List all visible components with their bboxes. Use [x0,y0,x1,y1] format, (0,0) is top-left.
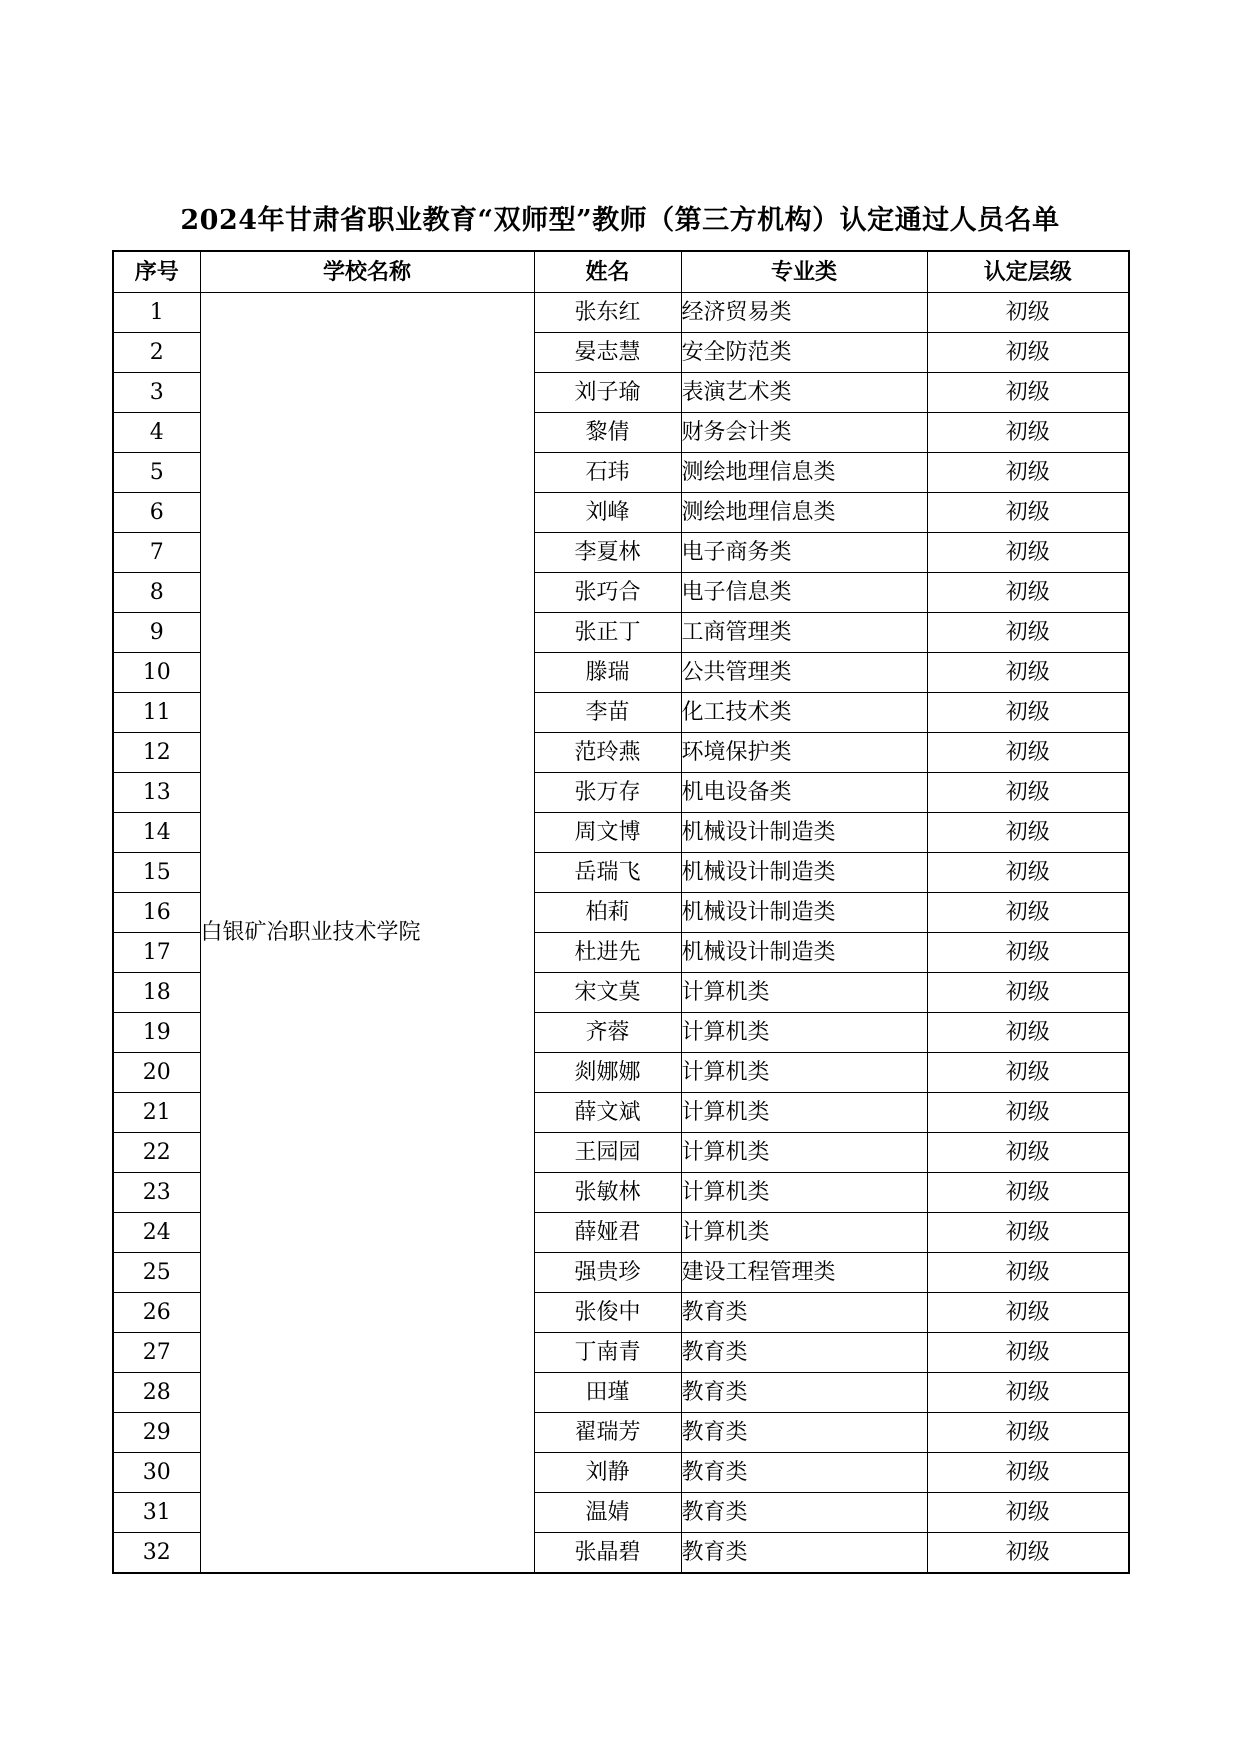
cell-name: 田瑾 [534,1373,681,1413]
cell-level: 初级 [927,613,1129,653]
header-major: 专业类 [681,251,927,293]
cell-level: 初级 [927,1533,1129,1574]
header-no: 序号 [113,251,200,293]
cell-no: 12 [113,733,200,773]
cell-no: 27 [113,1333,200,1373]
cell-no: 28 [113,1373,200,1413]
cell-major: 机械设计制造类 [681,853,927,893]
cell-name: 李苗 [534,693,681,733]
cell-no: 11 [113,693,200,733]
cell-name: 强贵珍 [534,1253,681,1293]
cell-major: 测绘地理信息类 [681,453,927,493]
cell-no: 22 [113,1133,200,1173]
page-title: 2024年甘肃省职业教育“双师型”教师（第三方机构）认定通过人员名单 [180,205,1060,236]
roster-table [112,250,1130,1574]
cell-no: 21 [113,1093,200,1133]
cell-level: 初级 [927,733,1129,773]
cell-no: 14 [113,813,200,853]
cell-major: 测绘地理信息类 [681,493,927,533]
cell-level: 初级 [927,1173,1129,1213]
cell-major: 环境保护类 [681,733,927,773]
cell-name: 宋文莫 [534,973,681,1013]
cell-major: 计算机类 [681,1093,927,1133]
cell-level: 初级 [927,973,1129,1013]
cell-level: 初级 [927,1133,1129,1173]
table-body [113,293,1129,1574]
cell-major: 机械设计制造类 [681,813,927,853]
cell-no: 26 [113,1293,200,1333]
cell-no: 29 [113,1413,200,1453]
cell-no: 3 [113,373,200,413]
table-row [113,293,1129,333]
cell-level: 初级 [927,1213,1129,1253]
cell-level: 初级 [927,1453,1129,1493]
cell-major: 机电设备类 [681,773,927,813]
cell-no: 18 [113,973,200,1013]
cell-level: 初级 [927,373,1129,413]
cell-level: 初级 [927,773,1129,813]
header-level: 认定层级 [927,251,1129,293]
cell-no: 23 [113,1173,200,1213]
cell-level: 初级 [927,1013,1129,1053]
cell-no: 24 [113,1213,200,1253]
cell-name: 晏志慧 [534,333,681,373]
cell-major: 计算机类 [681,1133,927,1173]
cell-no: 6 [113,493,200,533]
cell-name: 黎倩 [534,413,681,453]
cell-no: 5 [113,453,200,493]
cell-major: 安全防范类 [681,333,927,373]
cell-level: 初级 [927,333,1129,373]
cell-major: 计算机类 [681,973,927,1013]
cell-name: 齐蓉 [534,1013,681,1053]
cell-major: 机械设计制造类 [681,933,927,973]
cell-name: 张万存 [534,773,681,813]
header-school: 学校名称 [200,251,534,293]
cell-name: 周文博 [534,813,681,853]
cell-major: 教育类 [681,1413,927,1453]
cell-no: 17 [113,933,200,973]
cell-name: 刘峰 [534,493,681,533]
cell-name: 柏莉 [534,893,681,933]
cell-level: 初级 [927,493,1129,533]
cell-name: 丁南青 [534,1333,681,1373]
cell-major: 教育类 [681,1373,927,1413]
cell-name: 温婧 [534,1493,681,1533]
cell-level: 初级 [927,893,1129,933]
cell-name: 刘子瑜 [534,373,681,413]
cell-name: 杜进先 [534,933,681,973]
cell-level: 初级 [927,1333,1129,1373]
cell-no: 32 [113,1533,200,1574]
cell-no: 1 [113,293,200,333]
table-header-row [113,251,1129,293]
cell-level: 初级 [927,813,1129,853]
cell-name: 李夏林 [534,533,681,573]
cell-name: 翟瑞芳 [534,1413,681,1453]
cell-level: 初级 [927,1053,1129,1093]
cell-name: 滕瑞 [534,653,681,693]
cell-name: 王园园 [534,1133,681,1173]
cell-name: 石玮 [534,453,681,493]
cell-major: 财务会计类 [681,413,927,453]
cell-level: 初级 [927,1493,1129,1533]
cell-major: 化工技术类 [681,693,927,733]
cell-school: 白银矿冶职业技术学院 [200,293,534,1574]
cell-level: 初级 [927,933,1129,973]
cell-level: 初级 [927,853,1129,893]
cell-major: 计算机类 [681,1013,927,1053]
cell-major: 教育类 [681,1453,927,1493]
cell-no: 7 [113,533,200,573]
header-name: 姓名 [534,251,681,293]
cell-major: 电子信息类 [681,573,927,613]
cell-name: 薛娅君 [534,1213,681,1253]
cell-name: 范玲燕 [534,733,681,773]
cell-major: 教育类 [681,1493,927,1533]
cell-name: 张晶碧 [534,1533,681,1574]
cell-name: 刘静 [534,1453,681,1493]
cell-level: 初级 [927,693,1129,733]
cell-no: 8 [113,573,200,613]
cell-no: 20 [113,1053,200,1093]
cell-no: 10 [113,653,200,693]
cell-major: 教育类 [681,1293,927,1333]
cell-no: 25 [113,1253,200,1293]
cell-major: 教育类 [681,1333,927,1373]
cell-name: 岳瑞飞 [534,853,681,893]
cell-level: 初级 [927,1253,1129,1293]
cell-name: 张敏林 [534,1173,681,1213]
cell-level: 初级 [927,533,1129,573]
cell-no: 13 [113,773,200,813]
cell-major: 计算机类 [681,1213,927,1253]
cell-major: 经济贸易类 [681,293,927,333]
cell-major: 计算机类 [681,1173,927,1213]
cell-major: 表演艺术类 [681,373,927,413]
cell-major: 教育类 [681,1533,927,1574]
cell-major: 工商管理类 [681,613,927,653]
cell-no: 16 [113,893,200,933]
cell-name: 张俊中 [534,1293,681,1333]
cell-major: 公共管理类 [681,653,927,693]
cell-level: 初级 [927,453,1129,493]
cell-major: 机械设计制造类 [681,893,927,933]
cell-no: 9 [113,613,200,653]
cell-name: 张东红 [534,293,681,333]
cell-level: 初级 [927,413,1129,453]
cell-name: 张巧合 [534,573,681,613]
cell-major: 电子商务类 [681,533,927,573]
cell-no: 4 [113,413,200,453]
cell-no: 31 [113,1493,200,1533]
cell-no: 19 [113,1013,200,1053]
cell-level: 初级 [927,1413,1129,1453]
cell-no: 15 [113,853,200,893]
cell-no: 2 [113,333,200,373]
cell-level: 初级 [927,293,1129,333]
cell-name: 张正丁 [534,613,681,653]
cell-name: 剡娜娜 [534,1053,681,1093]
cell-level: 初级 [927,573,1129,613]
cell-level: 初级 [927,653,1129,693]
cell-major: 计算机类 [681,1053,927,1093]
cell-major: 建设工程管理类 [681,1253,927,1293]
cell-no: 30 [113,1453,200,1493]
cell-name: 薛文斌 [534,1093,681,1133]
cell-level: 初级 [927,1293,1129,1333]
cell-level: 初级 [927,1093,1129,1133]
cell-level: 初级 [927,1373,1129,1413]
